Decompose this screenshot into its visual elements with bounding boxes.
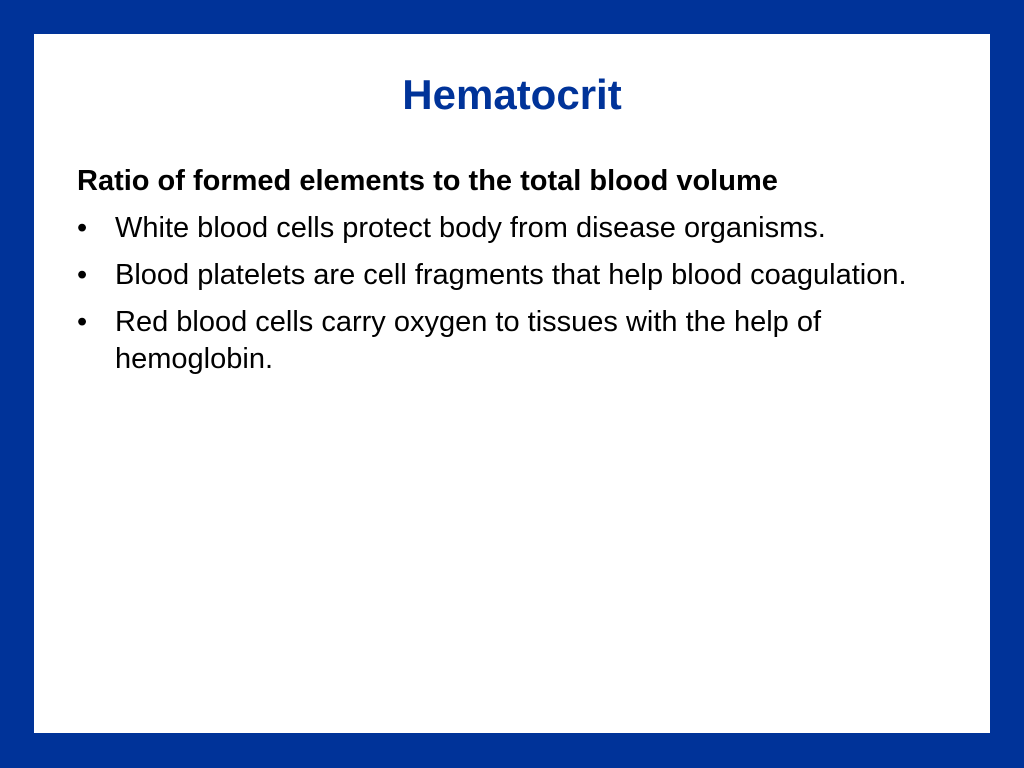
bullet-item (77, 257, 937, 294)
bullet-text: Blood platelets are cell fragments that help blood coagulation. (115, 259, 907, 291)
bullet-icon: • (77, 212, 88, 244)
slide-title: Hematocrit (402, 71, 622, 118)
bullet-icon: • (77, 306, 88, 338)
bullet-item (77, 304, 937, 378)
lead-text: Ratio of formed elements to the total blood volume (77, 165, 778, 197)
bullet-text: Red blood cells carry oxygen to tissues with the help of hemoglobin. (115, 306, 822, 375)
bullet-list (77, 210, 937, 378)
bullet-item (77, 210, 937, 247)
bullet-text: White blood cells protect body from disease organisms. (115, 212, 826, 244)
slide-body (77, 163, 937, 388)
bullet-icon: • (77, 259, 88, 291)
